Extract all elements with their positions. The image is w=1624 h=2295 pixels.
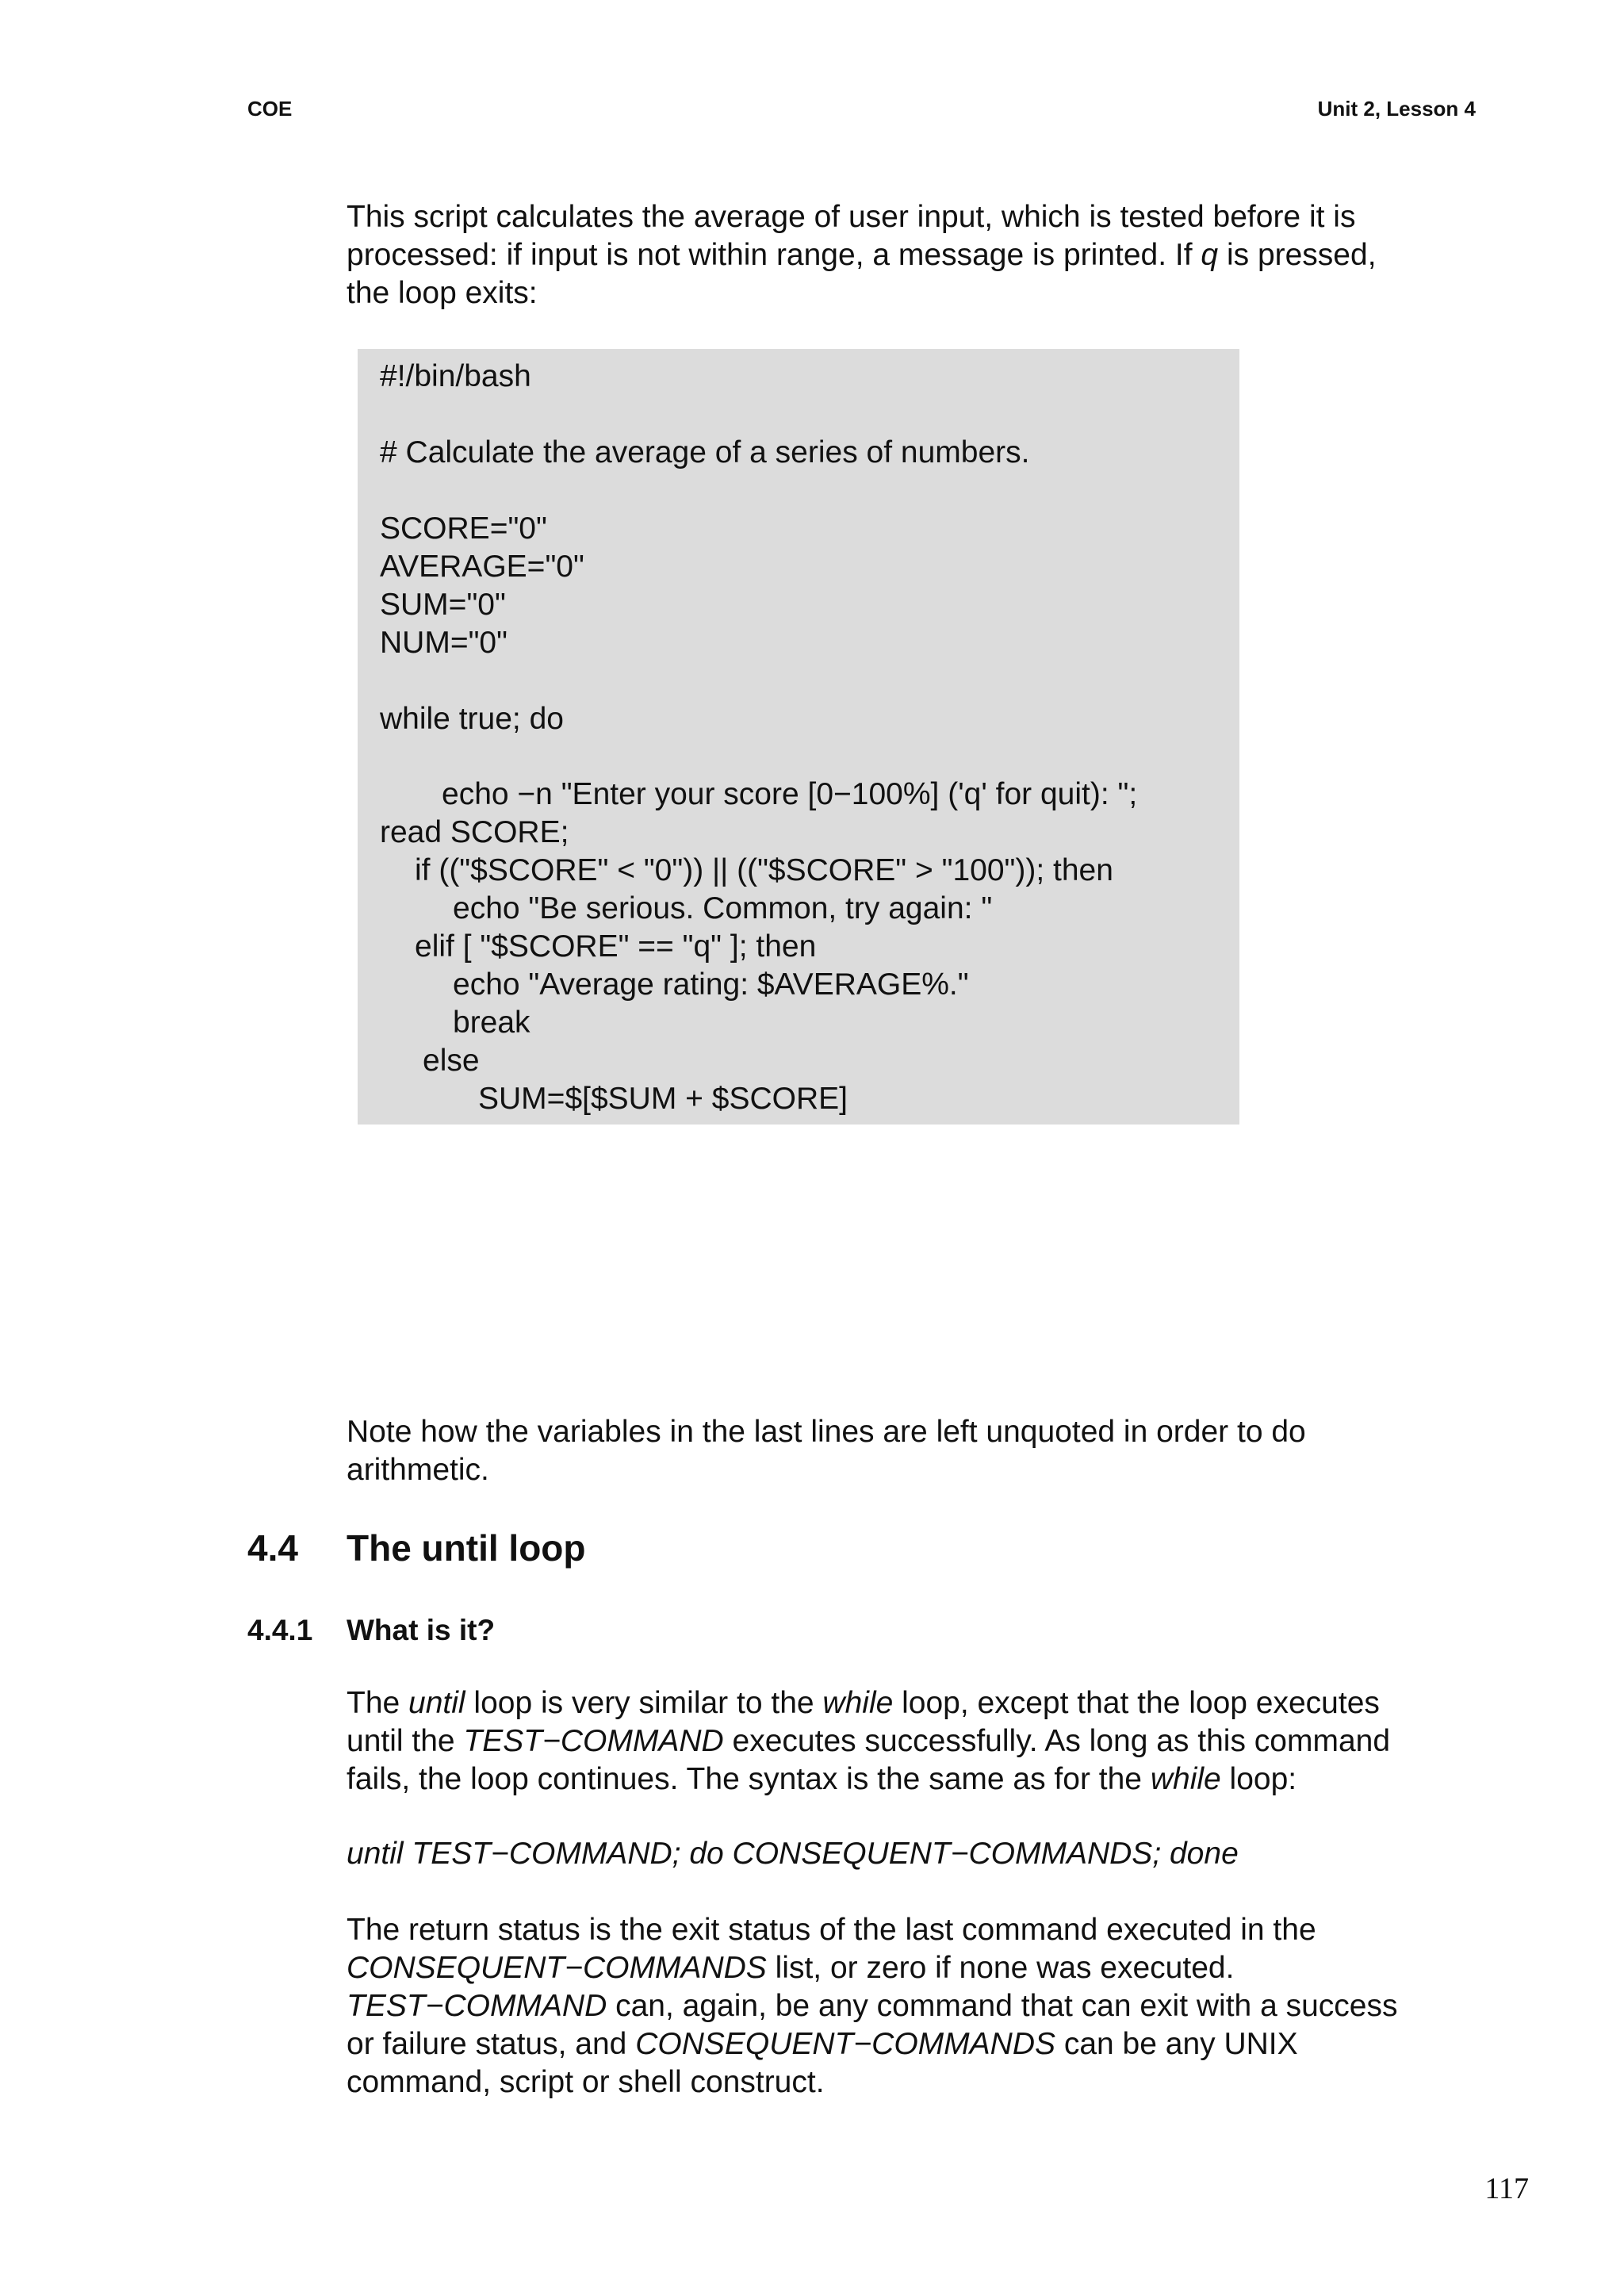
running-header-right: Unit 2, Lesson 4 [1317, 97, 1476, 121]
until-text: The [347, 1686, 409, 1720]
note-line-1: Note how the variables in the last lines are left unquoted in order to do [347, 1415, 1306, 1449]
intro-paragraph [347, 198, 1488, 312]
intro-line-3: the loop exits: [347, 276, 538, 310]
test-command-term: TEST−COMMAND [347, 1989, 607, 2023]
while-keyword: while [1150, 1762, 1221, 1796]
return-text: can, again, be any command that can exit with a success [607, 1989, 1398, 2023]
until-paragraph [347, 1684, 1488, 1799]
code-line: SUM=$[$SUM + $SCORE] [478, 1082, 848, 1116]
code-line: SCORE="0" [380, 511, 547, 546]
code-line: echo "Be serious. Common, try again: " [453, 891, 993, 925]
return-paragraph [347, 1911, 1488, 2102]
return-text: The return status is the exit status of the last command executed in the [347, 1913, 1316, 1947]
return-text: can be any UNIX [1055, 2027, 1298, 2061]
code-line: AVERAGE="0" [380, 550, 584, 584]
until-text: fails, the loop continues. The syntax is the same as for the [347, 1762, 1151, 1796]
intro-line-1: This script calculates the average of user input, which is tested before it is [347, 200, 1356, 234]
note-paragraph [347, 1413, 1488, 1489]
code-line: else [423, 1044, 480, 1078]
page-number: 117 [1484, 2172, 1529, 2205]
return-text: command, script or shell construct. [347, 2065, 825, 2099]
consequent-commands-term: CONSEQUENT−COMMANDS [347, 1951, 767, 1985]
until-keyword: until [408, 1686, 465, 1720]
running-header-left: COE [247, 97, 293, 121]
intro-q-key: q [1201, 238, 1219, 272]
code-line: echo −n "Enter your score [0−100%] ('q' for quit): "; [442, 777, 1138, 811]
consequent-commands-term: CONSEQUENT−COMMANDS [635, 2027, 1055, 2061]
note-line-2: arithmetic. [347, 1453, 489, 1487]
section-number: 4.4 [247, 1527, 298, 1569]
until-text: until the [347, 1724, 464, 1758]
until-text: executes successfully. As long as this command [723, 1724, 1391, 1758]
code-line: # Calculate the average of a series of numbers. [380, 435, 1030, 469]
until-text: loop, except that the loop executes [893, 1686, 1380, 1720]
code-line: elif [ "$SCORE" == "q" ]; then [415, 929, 817, 964]
code-line: break [453, 1006, 530, 1040]
intro-line-2a: processed: if input is not within range, a message is printed. If [347, 238, 1201, 272]
syntax-line [347, 1835, 1488, 1873]
intro-line-2b: is pressed, [1218, 238, 1377, 272]
code-line: read SCORE; [380, 815, 569, 849]
code-line: NUM="0" [380, 626, 508, 660]
until-text: loop: [1220, 1762, 1297, 1796]
return-text: list, or zero if none was executed. [766, 1951, 1235, 1985]
section-title: The until loop [347, 1527, 586, 1569]
code-line: if (("$SCORE" < "0")) || (("$SCORE" > "100")); then [415, 853, 1113, 887]
subsection-title: What is it? [347, 1614, 496, 1646]
code-line: echo "Average rating: $AVERAGE%." [453, 967, 969, 1002]
return-text: or failure status, and [347, 2027, 636, 2061]
code-line: #!/bin/bash [380, 359, 531, 393]
syntax-text: until TEST−COMMAND; do CONSEQUENT−COMMANDS; done [347, 1837, 1239, 1871]
code-line: SUM="0" [380, 588, 506, 622]
until-text: loop is very similar to the [465, 1686, 823, 1720]
code-line: while true; do [380, 702, 564, 736]
while-keyword: while [822, 1686, 894, 1720]
test-command-term: TEST−COMMAND [463, 1724, 724, 1758]
subsection-number: 4.4.1 [247, 1614, 313, 1646]
code-block [358, 349, 1239, 1125]
